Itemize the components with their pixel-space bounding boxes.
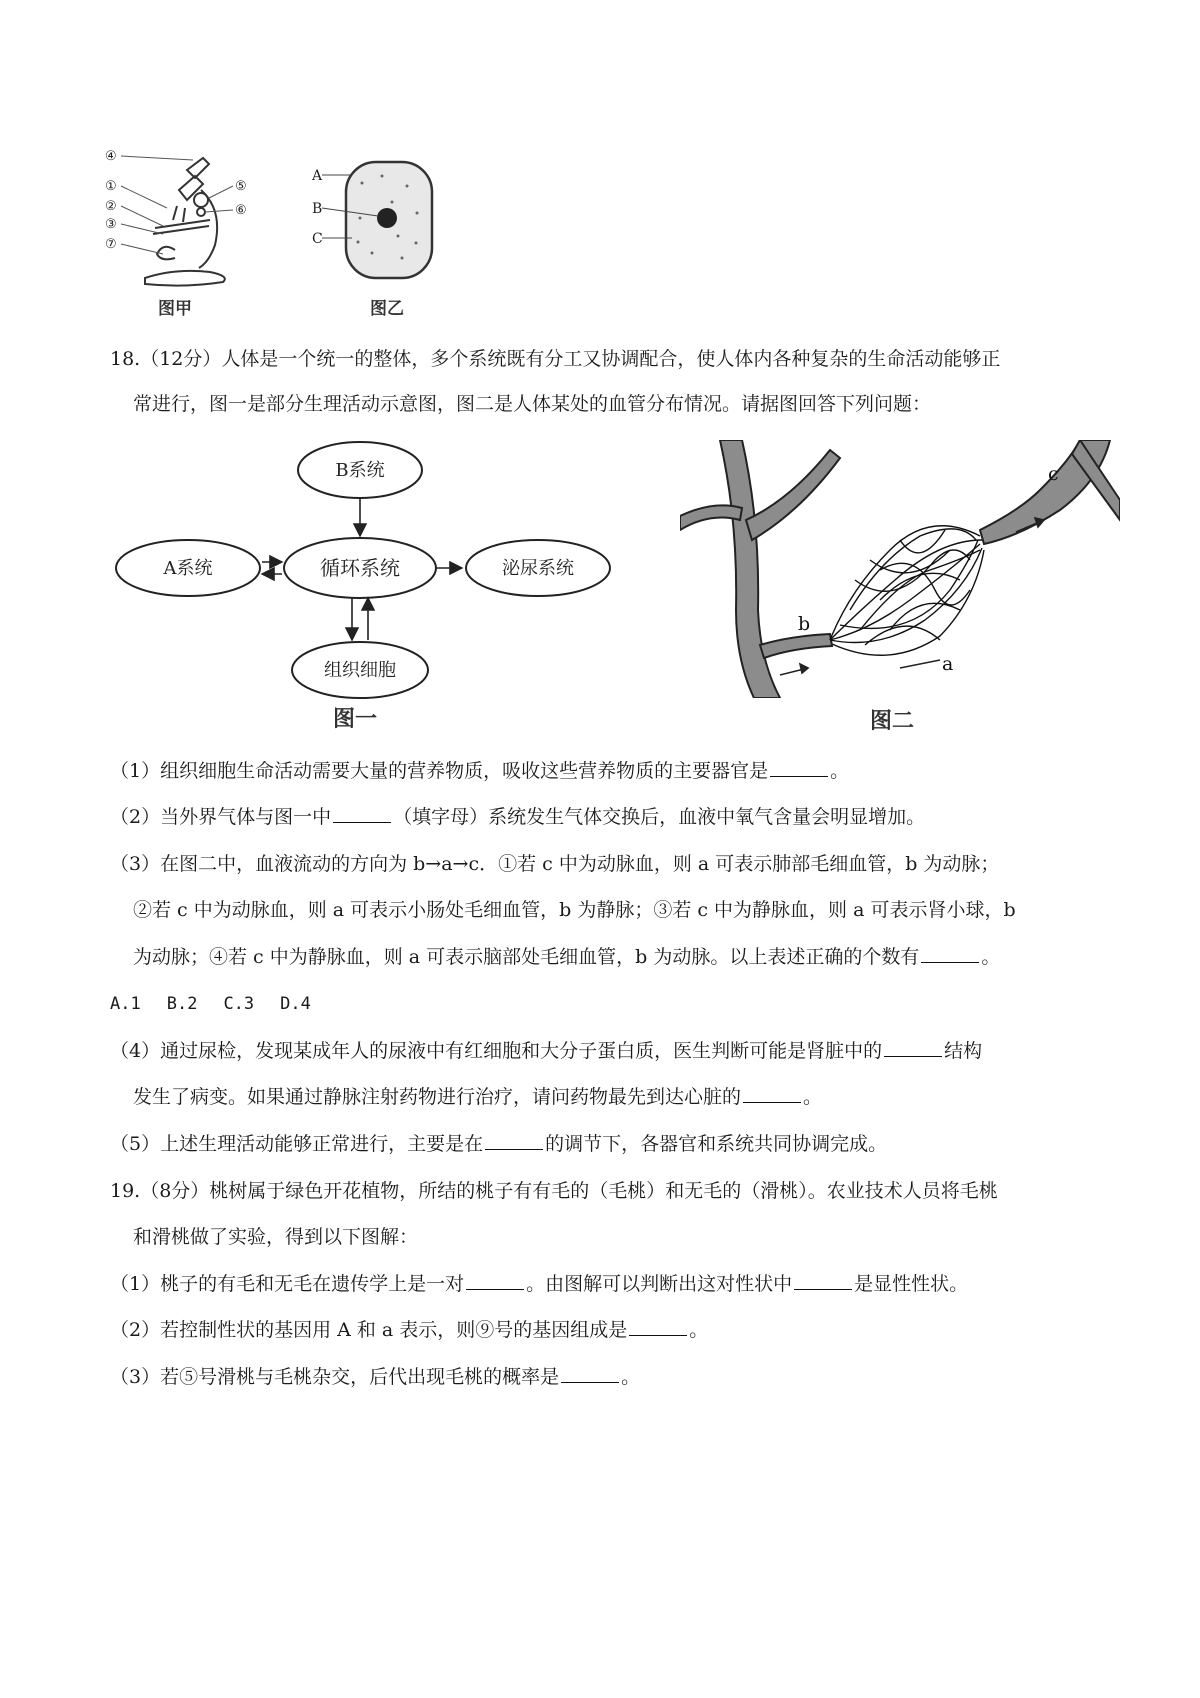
q18-part5-text: （5）上述生理活动能够正常进行，主要是在 [110, 1133, 484, 1155]
node-b-system: B系统 [335, 460, 385, 481]
q19-part2-end: 。 [689, 1319, 709, 1341]
yi-marker-a: A [312, 168, 323, 184]
answer-blank[interactable] [743, 1084, 801, 1103]
figure-blood-vessels [680, 440, 1120, 698]
answer-blank[interactable] [466, 1271, 524, 1290]
cell-drawing [312, 158, 442, 288]
q19-part2-text: （2）若控制性状的基因用 A 和 a 表示，则⑨号的基因组成是 [110, 1319, 628, 1341]
nucleus-shape [377, 208, 397, 228]
q18-part3-end: 。 [981, 946, 1001, 968]
option-d[interactable]: D.4 [280, 994, 311, 1014]
answer-blank[interactable] [794, 1271, 852, 1290]
q18-part1-end: 。 [830, 760, 850, 782]
node-tissue-cells: 组织细胞 [324, 660, 396, 681]
q18-part4-text2: 发生了病变。如果通过静脉注射药物进行治疗，请问药物最先到达心脏的 [133, 1086, 742, 1108]
node-urinary: 泌尿系统 [502, 558, 574, 579]
q18-part2 [110, 803, 925, 831]
figure-cell [312, 158, 442, 288]
q18-part5 [110, 1130, 887, 1158]
q18-part5-end: 的调节下，各器官和系统共同协调完成。 [545, 1133, 888, 1155]
q19-part3-text: （3）若⑤号滑桃与毛桃杂交，后代出现毛桃的概率是 [110, 1366, 560, 1388]
q19-part2 [110, 1316, 708, 1344]
q18-part3-line2: ②若 c 中为动脉血，则 a 可表示小肠处毛细血管，b 为静脉；③若 c 中为静脉血，则 a 可表示肾小球，b [133, 899, 1016, 921]
vessel-label-b: b [798, 613, 811, 635]
answer-blank[interactable] [485, 1131, 543, 1150]
answer-blank[interactable] [333, 804, 391, 823]
yi-marker-b: B [312, 201, 323, 217]
caption-yi: 图乙 [370, 299, 404, 319]
jia-marker-6: ⑥ [235, 203, 247, 218]
microscope-drawing [105, 150, 265, 295]
q18-stem-line1: 18.（12分）人体是一个统一的整体，多个系统既有分工又协调配合，使人体内各种复杂的生命活动能够正 [110, 348, 1001, 370]
q19-part3-end: 。 [621, 1366, 641, 1388]
jia-marker-3: ③ [105, 217, 117, 232]
vessel-label-c: c [1048, 463, 1059, 485]
jia-marker-4: ④ [105, 150, 117, 164]
q19-part1-mid: 。由图解可以判断出这对性状中 [526, 1273, 793, 1295]
node-circulatory: 循环系统 [320, 556, 400, 580]
q18-part2-end: （填字母）系统发生气体交换后，血液中氧气含量会明显增加。 [393, 806, 926, 828]
q18-stem-line2: 常进行，图一是部分生理活动示意图，图二是人体某处的血管分布情况。请据图回答下列问题： [133, 393, 932, 415]
q19-part1-end: 是显性性状。 [854, 1273, 969, 1295]
q18-part1-text: （1）组织细胞生命活动需要大量的营养物质，吸收这些营养物质的主要器官是 [110, 760, 769, 782]
q19-stem-line1: 19.（8分）桃树属于绿色开花植物，所结的桃子有有毛的（毛桃）和无毛的（滑桃）。农业技术人员将毛桃 [110, 1180, 998, 1202]
jia-marker-5: ⑤ [235, 179, 247, 194]
answer-blank[interactable] [770, 758, 828, 777]
q19-part3 [110, 1363, 640, 1391]
jia-marker-1: ① [105, 179, 117, 194]
q19-part1 [110, 1270, 968, 1298]
answer-blank[interactable] [629, 1317, 687, 1336]
answer-blank[interactable] [884, 1038, 942, 1057]
q18-part4-end2: 。 [803, 1086, 823, 1108]
q18-part4-line1 [110, 1037, 982, 1065]
q18-part4-text: （4）通过尿检，发现某成年人的尿液中有红细胞和大分子蛋白质，医生判断可能是肾脏中的 [110, 1040, 883, 1062]
jia-marker-7: ⑦ [105, 237, 117, 252]
node-a-system: A系统 [163, 558, 213, 579]
yi-marker-c: C [312, 231, 323, 247]
caption-fig2: 图二 [870, 708, 915, 734]
q19-part1-text: （1）桃子的有毛和无毛在遗传学上是一对 [110, 1273, 465, 1295]
q18-part2-text: （2）当外界气体与图一中 [110, 806, 332, 828]
option-a[interactable]: A.1 [110, 994, 141, 1014]
q18-part4-line2 [133, 1083, 822, 1111]
q18-part1 [110, 757, 849, 785]
option-c[interactable]: C.3 [223, 994, 255, 1014]
q18-options [110, 990, 337, 1018]
q18-part3-line3 [133, 943, 1000, 971]
vessel-label-a: a [942, 653, 954, 675]
jia-marker-2: ② [105, 199, 117, 214]
q18-part3-line1: （3）在图二中，血液流动的方向为 b→a→c．①若 c 中为动脉血，则 a 可表示肺部毛细血管，b 为动脉； [110, 853, 1000, 875]
q18-part3-text: 为动脉；④若 c 中为静脉血，则 a 可表示脑部处毛细血管，b 为动脉。以上表述正确的个数有 [133, 946, 920, 968]
q19-stem-line2: 和滑桃做了实验，得到以下图解： [133, 1226, 419, 1248]
figure-systems-diagram [110, 438, 630, 738]
option-b[interactable]: B.2 [166, 994, 198, 1014]
caption-fig1: 图一 [333, 706, 378, 732]
caption-jia: 图甲 [158, 299, 192, 319]
q18-part4-end: 结构 [944, 1040, 983, 1062]
answer-blank[interactable] [561, 1364, 619, 1383]
answer-blank[interactable] [921, 944, 979, 963]
figure-microscope [105, 150, 265, 295]
